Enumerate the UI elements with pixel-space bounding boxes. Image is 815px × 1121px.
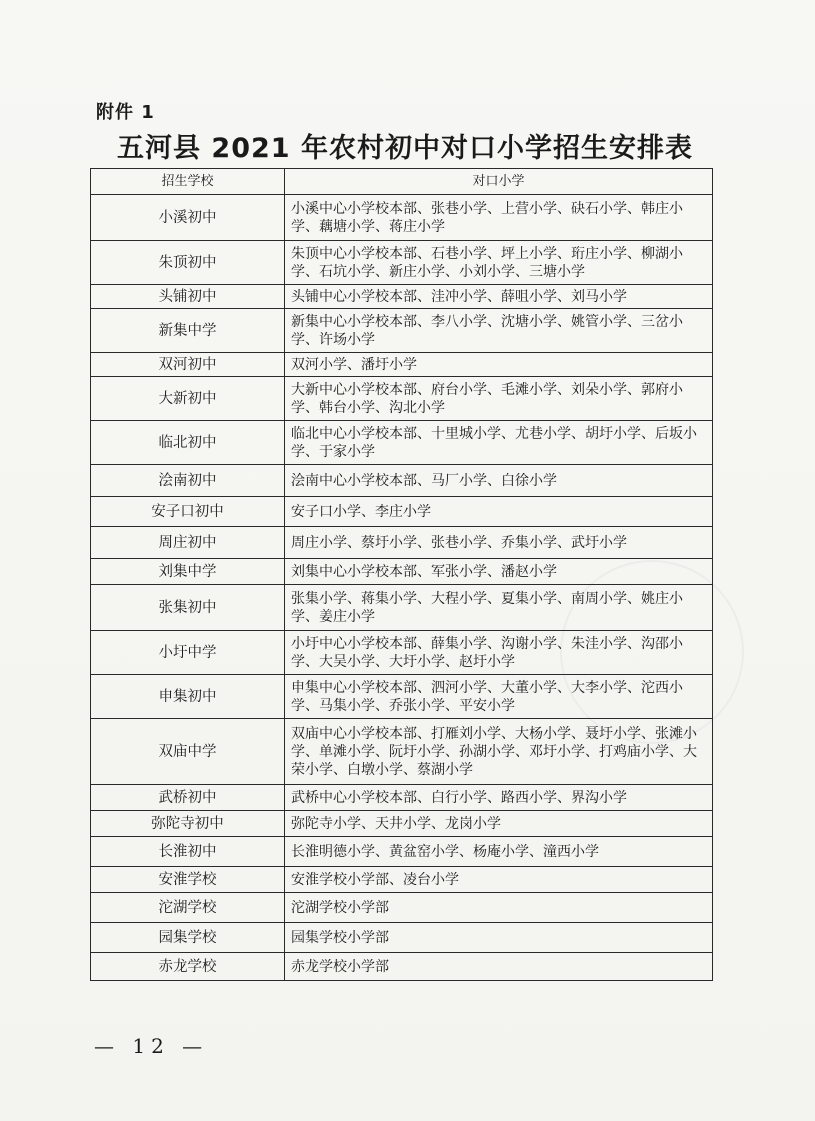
header-enrolling-school: 招生学校 [91, 169, 285, 195]
table-row [91, 285, 713, 309]
table-row [91, 811, 713, 837]
primary-schools-cell: 长淮明德小学、黄盆窑小学、杨庵小学、潼西小学 [285, 837, 713, 867]
enrolling-school-cell: 安子口初中 [91, 497, 285, 527]
enrolling-school-cell: 周庄初中 [91, 527, 285, 559]
table-row [91, 719, 713, 785]
primary-schools-cell: 安淮学校小学部、凌台小学 [285, 867, 713, 893]
primary-schools-cell: 弥陀寺小学、天井小学、龙岗小学 [285, 811, 713, 837]
table-row [91, 377, 713, 421]
primary-schools-cell: 小溪中心小学校本部、张巷小学、上营小学、砄石小学、韩庄小学、藕塘小学、蒋庄小学 [285, 195, 713, 241]
table-row [91, 837, 713, 867]
header-primary-schools: 对口小学 [285, 169, 713, 195]
enrolling-school-cell: 弥陀寺初中 [91, 811, 285, 837]
enrolling-school-cell: 浍南初中 [91, 465, 285, 497]
primary-schools-cell: 临北中心小学校本部、十里城小学、尤巷小学、胡圩小学、后坂小学、于家小学 [285, 421, 713, 465]
table-row [91, 893, 713, 923]
enrolling-school-cell: 园集学校 [91, 923, 285, 953]
primary-schools-cell: 申集中心小学校本部、泗河小学、大董小学、大李小学、沱西小学、马集小学、乔张小学、平安小学 [285, 675, 713, 719]
table-row [91, 631, 713, 675]
enrolling-school-cell: 刘集中学 [91, 559, 285, 585]
enrolling-school-cell: 双庙中学 [91, 719, 285, 785]
enrolling-school-cell: 长淮初中 [91, 837, 285, 867]
table-row [91, 953, 713, 981]
table-row [91, 241, 713, 285]
primary-schools-cell: 刘集中心小学校本部、军张小学、潘赵小学 [285, 559, 713, 585]
primary-schools-cell: 园集学校小学部 [285, 923, 713, 953]
primary-schools-cell: 沱湖学校小学部 [285, 893, 713, 923]
enrolling-school-cell: 头铺初中 [91, 285, 285, 309]
enrolling-school-cell: 张集初中 [91, 585, 285, 631]
primary-schools-cell: 新集中心小学校本部、李八小学、沈塘小学、姚管小学、三岔小学、许场小学 [285, 309, 713, 353]
primary-schools-cell: 张集小学、蒋集小学、大程小学、夏集小学、南周小学、姚庄小学、姜庄小学 [285, 585, 713, 631]
table-row [91, 559, 713, 585]
enrolling-school-cell: 沱湖学校 [91, 893, 285, 923]
enrolling-school-cell: 朱顶初中 [91, 241, 285, 285]
enrollment-table [90, 168, 713, 981]
table-row [91, 527, 713, 559]
primary-schools-cell: 安子口小学、李庄小学 [285, 497, 713, 527]
enrolling-school-cell: 新集中学 [91, 309, 285, 353]
table-row [91, 465, 713, 497]
primary-schools-cell: 周庄小学、蔡圩小学、张巷小学、乔集小学、武圩小学 [285, 527, 713, 559]
table-row [91, 421, 713, 465]
table-row [91, 585, 713, 631]
table-row [91, 353, 713, 377]
primary-schools-cell: 朱顶中心小学校本部、石巷小学、坪上小学、珩庄小学、柳湖小学、石坑小学、新庄小学、小刘小学、三塘小学 [285, 241, 713, 285]
table-row [91, 497, 713, 527]
table-row [91, 309, 713, 353]
table-row [91, 923, 713, 953]
enrolling-school-cell: 双河初中 [91, 353, 285, 377]
primary-schools-cell: 赤龙学校小学部 [285, 953, 713, 981]
enrolling-school-cell: 临北初中 [91, 421, 285, 465]
enrolling-school-cell: 申集初中 [91, 675, 285, 719]
primary-schools-cell: 双河小学、潘圩小学 [285, 353, 713, 377]
primary-schools-cell: 大新中心小学校本部、府台小学、毛滩小学、刘朵小学、郭府小学、韩台小学、沟北小学 [285, 377, 713, 421]
enrolling-school-cell: 小溪初中 [91, 195, 285, 241]
enrolling-school-cell: 小圩中学 [91, 631, 285, 675]
table-header-row [91, 169, 713, 195]
primary-schools-cell: 小圩中心小学校本部、薛集小学、沟谢小学、朱洼小学、沟邵小学、大吴小学、大圩小学、赵圩小学 [285, 631, 713, 675]
primary-schools-cell: 头铺中心小学校本部、洼冲小学、薛咀小学、刘马小学 [285, 285, 713, 309]
table-row [91, 867, 713, 893]
enrolling-school-cell: 安淮学校 [91, 867, 285, 893]
primary-schools-cell: 武桥中心小学校本部、白行小学、路西小学、界沟小学 [285, 785, 713, 811]
table-row [91, 785, 713, 811]
enrolling-school-cell: 赤龙学校 [91, 953, 285, 981]
primary-schools-cell: 双庙中心小学校本部、打雁刘小学、大杨小学、聂圩小学、张滩小学、单滩小学、阮圩小学、孙湖小学、邓圩小学、打鸡庙小学、大荣小学、白墩小学、蔡湖小学 [285, 719, 713, 785]
table-row [91, 675, 713, 719]
enrolling-school-cell: 武桥初中 [91, 785, 285, 811]
primary-schools-cell: 浍南中心小学校本部、马厂小学、白徐小学 [285, 465, 713, 497]
attachment-label: 附件 1 [96, 102, 155, 123]
enrolling-school-cell: 大新初中 [91, 377, 285, 421]
page-number: — 12 — [94, 1034, 209, 1058]
document-title: 五河县 2021 年农村初中对口小学招生安排表 [117, 133, 693, 164]
table-row [91, 195, 713, 241]
